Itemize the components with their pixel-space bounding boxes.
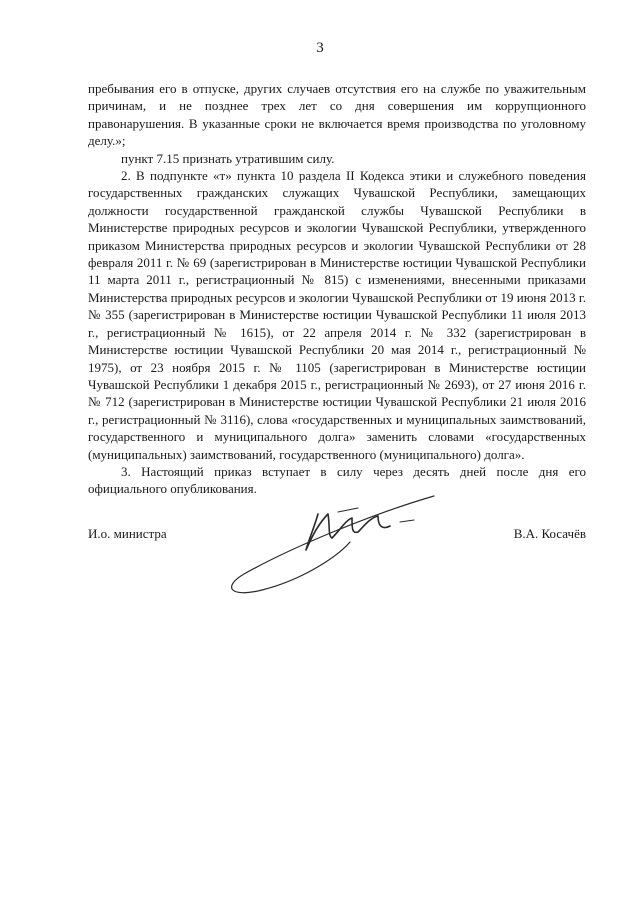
signatory-name: В.А. Косачёв <box>513 526 586 541</box>
paragraph-continuation: пребывания его в отпуске, других случаев отсутствия его на службе по уважительным причинам, и не позднее трех лет со дня совершения им коррупционного правонарушения. В указанные сроки не включается время производства по уголовному делу.»; <box>88 81 586 149</box>
paragraph-item-3: 3. Настоящий приказ вступает в силу через десять дней после дня его официального опубликования. <box>88 463 586 497</box>
paragraph-item-2: 2. В подпункте «т» пункта 10 раздела II Кодекса этики и служебного поведения государственных гражданских служащих Чувашской Республики, замещающих должности государственной гражданской службы Чувашской Республики в Министерстве природных ресурсов и экологии Чувашской Республики, утвержденного приказом Министерства природных ресурсов и экологии Чувашской Республики от 28 февраля 2011 г. № 69 (зарегистрирован в Министерстве юстиции Чувашской Республики 11 марта 2011 г., регистрационный № 815) с изменениями, внесенными приказами Министерства природных ресурсов и экологии Чувашской Республики от 19 июня 2013 г. № 355 (зарегистрирован в Министерстве юстиции Чувашской Республики 11 июля 2013 г., регистрационный № 1615), от 22 апреля 2014 г. № 332 (зарегистрирован в Министерстве юстиции Чувашской Республики 20 мая 2014 г., регистрационный № 1975), от 23 ноября 2015 г. № 1105 (зарегистрирован в Министерстве юстиции Чувашской Республики 1 декабря 2015 г., регистрационный № 2693), от 27 июня 2016 г. № 712 (зарегистрирован в Министерстве юстиции Чувашской Республики 21 июля 2016 г., регистрационный № 3116), слова «государственных и муниципальных заимствований, государственного и муниципального долга» заменить словами «государственных (муниципальных) заимствований, государственного (муниципального) долга». <box>88 168 586 462</box>
paragraph-point-7-15: пункт 7.15 признать утратившим силу. <box>121 150 335 166</box>
page-number: 3 <box>316 40 324 56</box>
document-body <box>88 80 586 498</box>
handwritten-signature <box>222 492 452 604</box>
signatory-role: И.о. министра <box>88 526 167 541</box>
